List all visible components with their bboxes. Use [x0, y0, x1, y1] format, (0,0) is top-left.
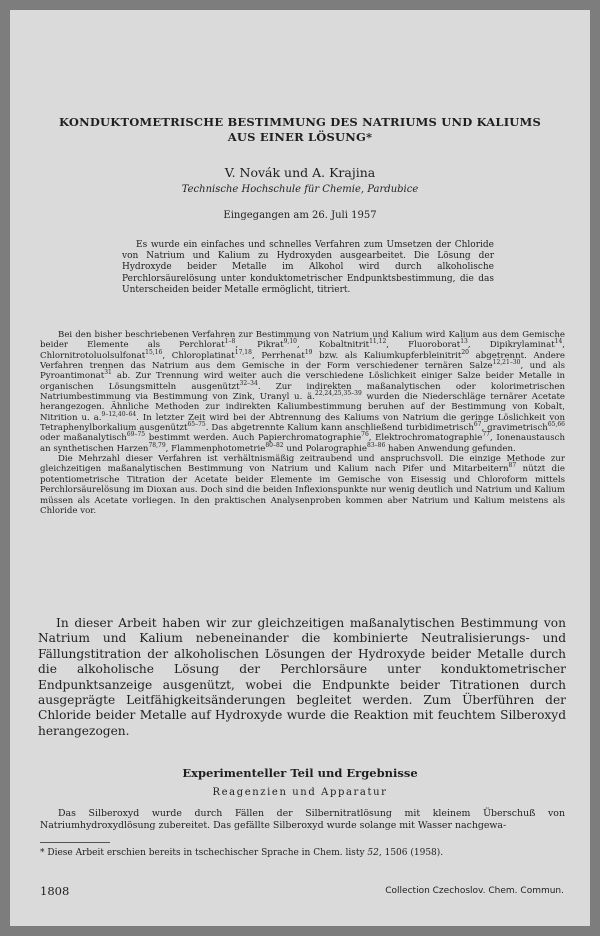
text-run: , gravimetrisch [481, 423, 548, 434]
reference-marker: 17,18 [234, 348, 252, 356]
reference-marker: 22,24,25,35–39 [314, 390, 362, 398]
text-run: , Kobaltnitrit [296, 340, 370, 351]
text-run: abgetrennt. Andere Verfahren trennen das Natrium aus dem Gemische in der Form verschiedener ternären Salze [40, 350, 566, 372]
text-run: . In letzter Zeit wird bei der Abtrennung des Kaliums von Natrium die geringe Löslichkeit von Tetraphenylborkalium ausgenützt [40, 412, 565, 434]
text-run: wurden die Niederschläge ternärer Acetate herangezogen. Ähnliche Methoden zur indirekten Kaliumbestimmung beruhen auf der Bestimmung von Kobalt, Nitrition u. a. [40, 392, 565, 423]
text-run: , Fluoroborat [386, 340, 461, 351]
reference-marker: 14 [554, 338, 563, 346]
reference-marker: 65–75 [187, 421, 206, 429]
body-paragraph: Das Silberoxyd wurde durch Fällen der Silbernitratlösung mit kleinem Überschuß von Natriumhydroxydlösung zubereitet. Das gefällte Silberoxyd wurde solange mit Wasser nachgewa- [40, 808, 565, 832]
reference-marker: 9,10 [283, 338, 297, 346]
text-run: * Diese Arbeit erschien bereits in tschechischer Sprache in Chem. listy [40, 848, 368, 858]
text-run: bzw. als Kaliumkupferbleinitrit [312, 350, 462, 361]
text-run: . Das abgetrennte Kalium kann anschließend turbidimetrisch [205, 423, 474, 434]
reference-marker: 80–82 [265, 441, 284, 449]
author-line: V. Novák und A. Krajina [224, 165, 376, 180]
text-run: Bei den bisher beschriebenen Verfahren zur Bestimmung von Natrium und Kalium wird Kalium aus dem Gemische beider Elemente als Perchlorat [40, 330, 565, 351]
reference-marker: 76 [361, 431, 369, 439]
footnote [40, 848, 565, 859]
footnote-rule [40, 842, 110, 843]
text-run: nützt die potentiometrische Titration der Acetate beider Elemente im Gemische von Eisessig und Chloroform mittels Perchlorsäurelösung im Dioxan aus. Doch sind die beiden Inflexionspunkte nur wenig deutlich und Natrium und Kalium müssen als Acetate vorliegen. In den praktischen Analysenproben kommen aber Natrium und Kalium meistens als Chloride vor. [40, 464, 565, 516]
text-run: , und als Pyroantimonat [40, 361, 565, 382]
intro-paragraph-1 [40, 330, 565, 454]
received-date: Eingegangen am 26. Juli 1957 [223, 210, 377, 221]
reference-marker: 9–12,40–64 [101, 410, 137, 418]
reference-marker: 12,21–30 [492, 359, 521, 367]
title-line-1: KONDUKTOMETRISCHE BESTIMMUNG DES NATRIUMS UND KALIUMS [59, 115, 541, 129]
reference-marker: 19 [304, 348, 313, 356]
title-line-2: AUS EINER LÖSUNG* [227, 130, 373, 144]
reference-marker: 11,12 [369, 338, 387, 346]
text-run: haben Anwendung gefunden. [385, 443, 516, 454]
reference-marker: 20 [461, 348, 469, 356]
text-run: bestimmt werden. Auch Papierchromatographie [145, 433, 362, 444]
subsection-heading: Reagenzien und Apparatur [212, 787, 388, 798]
reference-marker: 13 [460, 338, 468, 346]
reference-marker: 67 [473, 421, 482, 429]
journal-volume: 52 [367, 848, 379, 858]
reference-marker: 78,79 [148, 441, 166, 449]
reference-marker: 83–86 [367, 441, 386, 449]
text-run: , 1506 (1958). [378, 848, 444, 858]
reference-marker: 65,66 [547, 421, 565, 429]
journal-page [10, 10, 590, 926]
text-run: , Pikrat [235, 340, 284, 351]
text-run: Die Mehrzahl dieser Verfahren ist verhältnismäßig zeitraubend und anspruchsvoll. Die einzige Methode zur gleichzeitigen maßanalytischen Bestimmung von Natrium und Kalium nach Pifer und Mitarbeitern [40, 454, 565, 475]
text-run: , Flammenphotometrie [165, 443, 266, 454]
reference-marker: 77 [482, 431, 490, 439]
abstract: Es wurde ein einfaches und schnelles Verfahren zum Umsetzen der Chloride von Natrium und Kalium zu Hydroxyden ausgearbeitet. Die Lösung der Hydroxyde beider Metalle im Alkohol wird durch alkoholische Perchlorsäurelösung unter konduktometrischer Endpunktsbestimmung, die das Unterscheiden beider Metalle ermöglicht, titriert. [122, 240, 494, 295]
text-run: , Chlornitrotoluolsulfonat [40, 340, 566, 361]
text-run: und Polarographie [283, 443, 368, 454]
text-run: , Ionenaustausch an synthetischen Harzen [40, 433, 565, 454]
intro-paragraph-2 [40, 454, 565, 516]
text-run: , Perrhenat [251, 350, 305, 361]
section-heading: Experimenteller Teil und Ergebnisse [182, 766, 418, 780]
reference-marker: 1–8 [224, 338, 236, 346]
reference-marker: 69–75 [126, 431, 146, 439]
reference-marker: 87 [508, 462, 517, 470]
lead-paragraph: In dieser Arbeit haben wir zur gleichzeitigen maßanalytischen Bestimmung von Natrium und Kalium nebeneinander die kombinierte Neutralisierungs- und Fällungstitration der alkoholischen Lösungen der Hydroxyde beider Metalle durch die alkoholische Lösung der Perchlorsäure unter konduktometrischer Endpunktsanzeige ausgenützt, wobei die Endpunkte beider Titrationen durch ausgeprägte Leitfähigkeitsänderungen begleitet werden. Zum Überführen der Chloride beider Metalle auf Hydroxyde wurde die Reaktion mit feuchtem Silberoxyd herangezogen. [38, 616, 566, 738]
journal-name: Collection Czechoslov. Chem. Commun. [385, 886, 564, 896]
text-run: oder maßanalytisch [40, 433, 127, 444]
introduction [40, 330, 565, 516]
reference-marker: 32–34 [239, 379, 258, 387]
affiliation: Technische Hochschule für Chemie, Pardubice [181, 184, 419, 195]
text-run: , Dipikrylaminat [467, 340, 555, 351]
text-run: , Elektrochromatographie [368, 433, 483, 444]
text-run: ab. Zur Trennung wird weiter auch die verschiedene Löslichkeit einiger Salze beider Metalle in organischen Lösungsmitteln ausgenützt [40, 371, 565, 392]
text-run: . Zur indirekten maßanalytischen oder kolorimetrischen Natriumbestimmung via Bestimmung von Zink, Uranyl u. ä. [40, 381, 565, 403]
page-number: 1808 [40, 884, 70, 898]
article-title [50, 115, 550, 145]
text-run: , Chloroplatinat [162, 350, 235, 361]
reference-marker: 15,16 [145, 348, 163, 356]
reference-marker: 31 [104, 369, 112, 377]
